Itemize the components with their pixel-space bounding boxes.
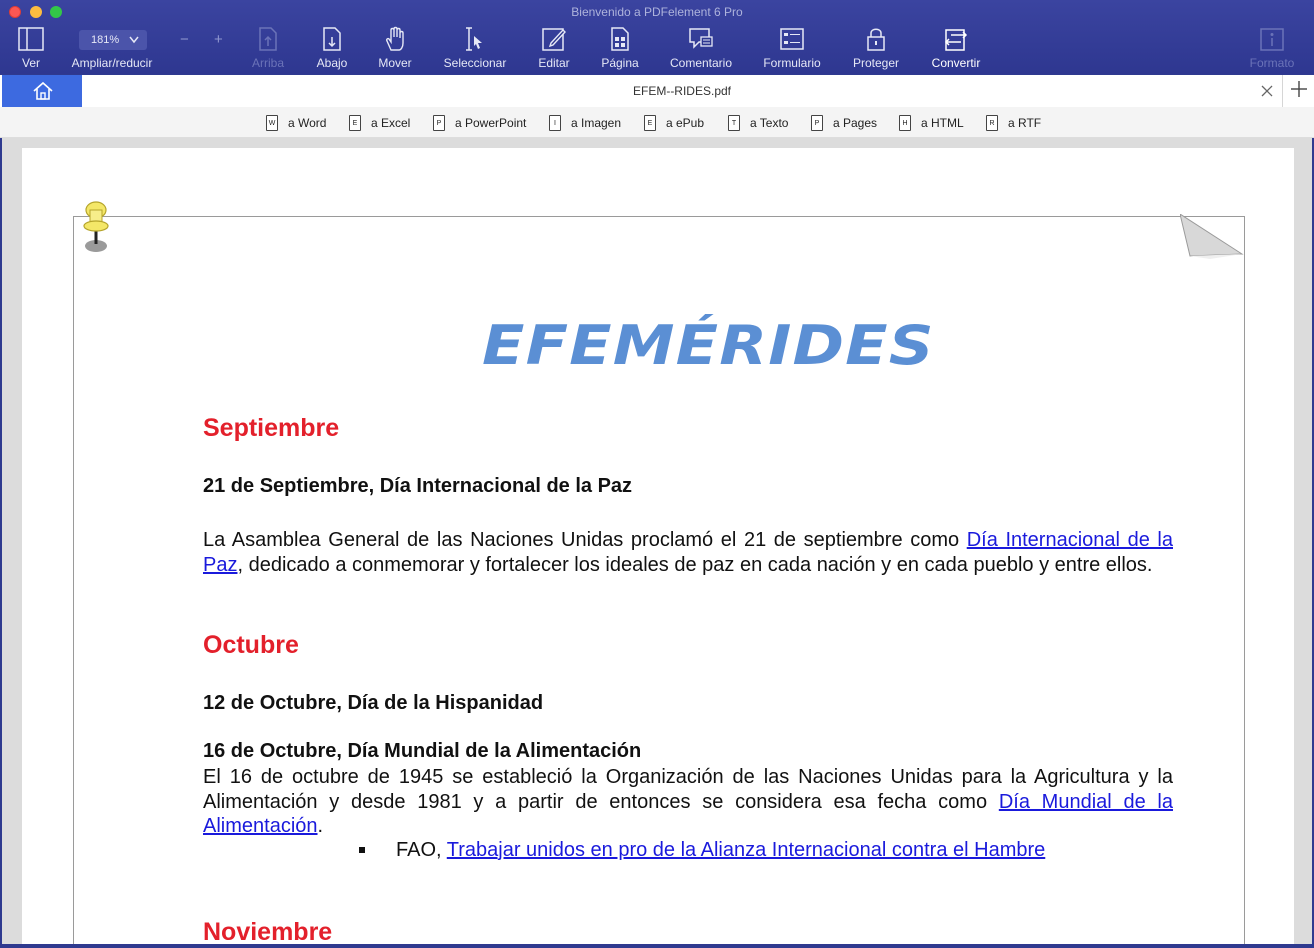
link-dia-alimentacion[interactable]: Día Mundial de la Alimentación: [203, 790, 1173, 837]
event-paragraph: La Asamblea General de las Naciones Unidas proclamó el 21 de septiembre como Día Internacional de la Paz, dedicado a conmemorar y fortalecer los ideales de paz en cada nación y en cada pueblo y entre ellos.: [203, 529, 1173, 576]
text-file-icon: T: [728, 115, 740, 131]
html-file-icon: H: [899, 115, 911, 131]
zoom-value: 181%: [91, 34, 120, 46]
arriba-button[interactable]: Arriba: [246, 24, 290, 72]
convert-to-imagen[interactable]: I a Imagen: [549, 113, 621, 133]
link-dia-paz[interactable]: Día Internacional de la Paz: [203, 529, 1173, 576]
page-curl-icon: [1180, 214, 1244, 260]
pushpin-icon: [78, 196, 112, 256]
event-heading: 21 de Septiembre, Día Internacional de la Paz: [203, 475, 633, 497]
form-icon: [779, 24, 805, 54]
home-tab[interactable]: [2, 75, 82, 107]
close-tab-icon[interactable]: [1261, 85, 1273, 97]
document-title: EFEMÉRIDES: [482, 314, 935, 377]
format-info-icon: [1259, 24, 1285, 54]
proteger-button[interactable]: Proteger: [848, 24, 904, 72]
new-tab-button[interactable]: [1282, 75, 1314, 107]
convert-to-rtf[interactable]: R a RTF: [986, 113, 1041, 133]
month-heading-septiembre: Septiembre: [203, 414, 340, 442]
pagina-button[interactable]: Página: [598, 24, 642, 72]
convert-to-word[interactable]: W a Word: [266, 113, 326, 133]
sidebar-view-icon: [18, 24, 44, 54]
convert-to-powerpoint[interactable]: P a PowerPoint: [433, 113, 526, 133]
page-icon: [609, 24, 631, 54]
convert-to-html[interactable]: H a HTML: [899, 113, 964, 133]
event-heading: 12 de Octubre, Día de la Hispanidad: [203, 692, 544, 714]
convert-to-texto[interactable]: T a Texto: [728, 113, 788, 133]
mover-button[interactable]: Mover: [372, 24, 418, 72]
pages-file-icon: P: [811, 115, 823, 131]
powerpoint-file-icon: P: [433, 115, 445, 131]
window-titlebar: [0, 0, 1314, 74]
zoom-label: Ampliar/reducir: [71, 56, 153, 70]
page-up-icon: [257, 24, 279, 54]
link-fao-alianza[interactable]: Trabajar unidos en pro de la Alianza Internacional contra el Hambre: [446, 839, 1046, 861]
formulario-button[interactable]: Formulario: [758, 24, 826, 72]
zoom-in-button[interactable]: +: [214, 31, 223, 48]
convert-bar: [0, 107, 1314, 138]
zoom-out-button[interactable]: −: [180, 31, 189, 48]
fao-bullet-item: FAO, Trabajar unidos en pro de la Alianza Internacional contra el Hambre: [396, 839, 1046, 861]
convert-to-excel[interactable]: E a Excel: [349, 113, 410, 133]
home-icon: [32, 81, 54, 101]
tab-bar: [0, 75, 1314, 108]
word-file-icon: W: [266, 115, 278, 131]
convertir-button[interactable]: Convertir: [926, 24, 986, 72]
plus-icon: [1290, 80, 1308, 98]
comentario-button[interactable]: Comentario: [664, 24, 738, 72]
epub-file-icon: E: [644, 115, 656, 131]
hand-icon: [383, 24, 407, 54]
pdf-page: [22, 148, 1294, 944]
convert-icon: [942, 24, 970, 54]
seleccionar-button[interactable]: Seleccionar: [438, 24, 512, 72]
excel-file-icon: E: [349, 115, 361, 131]
page-down-icon: [321, 24, 343, 54]
window-title: Bienvenido a PDFelement 6 Pro: [571, 5, 743, 19]
document-viewer[interactable]: [2, 138, 1312, 944]
editar-button[interactable]: Editar: [534, 24, 574, 72]
month-heading-octubre: Octubre: [203, 631, 299, 659]
image-file-icon: I: [549, 115, 561, 131]
ver-button[interactable]: Ver: [10, 24, 52, 72]
month-heading-noviembre: Noviembre: [203, 918, 333, 944]
formato-button[interactable]: Formato: [1246, 24, 1298, 72]
abajo-button[interactable]: Abajo: [310, 24, 354, 72]
document-tab-title[interactable]: EFEM--RIDES.pdf: [632, 84, 731, 98]
event-paragraph: El 16 de octubre de 1945 se estableció la Organización de las Naciones Unidas para la Agricultura y la Alimentación y desde 1981 y a partir de entonces se considera esa fecha como Día Mundial de la Alimentación.: [203, 766, 1173, 837]
comment-icon: [687, 24, 715, 54]
event-heading: 16 de Octubre, Día Mundial de la Alimentación: [203, 740, 642, 762]
lock-icon: [864, 24, 888, 54]
convert-to-pages[interactable]: P a Pages: [811, 113, 877, 133]
text-select-icon: [463, 24, 487, 54]
rtf-file-icon: R: [986, 115, 998, 131]
bullet-marker: [359, 847, 365, 853]
edit-icon: [541, 24, 567, 54]
convert-to-epub[interactable]: E a ePub: [644, 113, 704, 133]
